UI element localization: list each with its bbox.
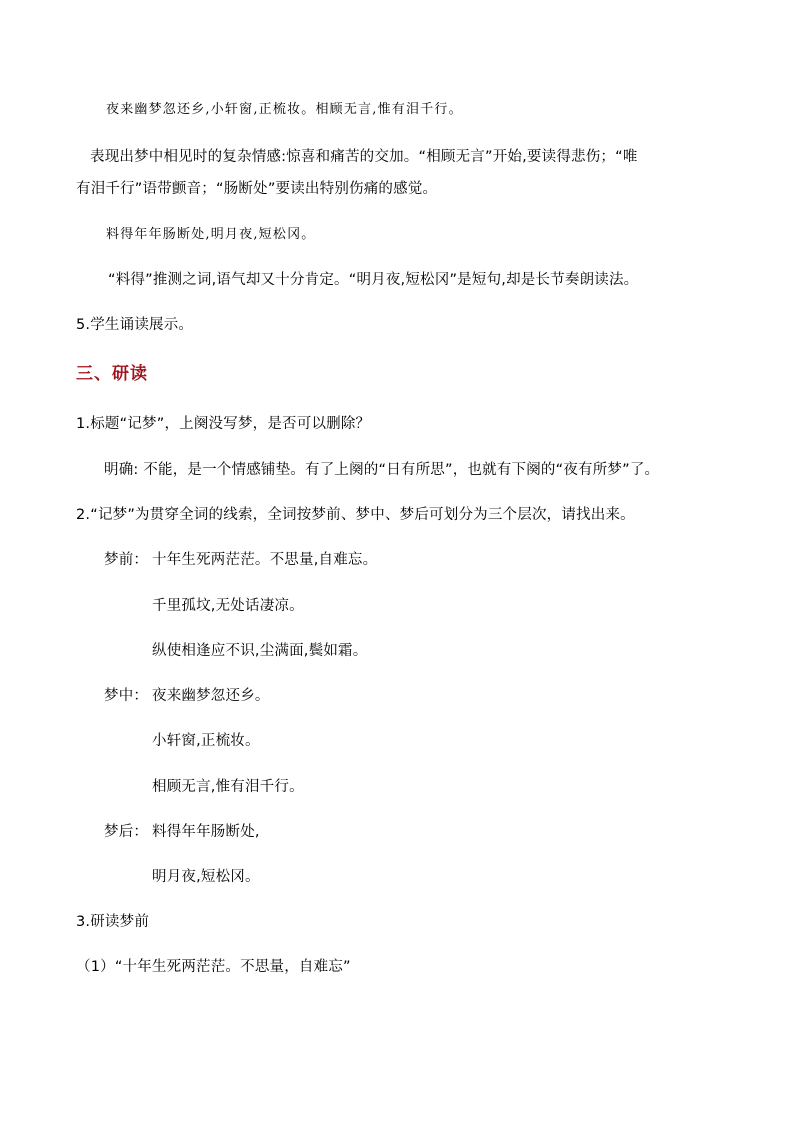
during-line-3: 相顾无言,惟有泪千行。 [152,779,304,795]
poem-line-dream: 夜来幽梦忽还乡,小轩窗,正梳妆。相顾无言,惟有泪千行。 [106,102,463,117]
item-5: 5.学生诵读展示。 [76,317,194,333]
answer-1: 明确: 不能，是一个情感铺垫。有了上阕的“日有所思”，也就有下阕的“夜有所梦”了。 [104,462,660,478]
during-line-1: 夜来幽梦忽还乡。 [152,688,270,704]
paragraph-analysis-1a: 表现出梦中相见时的复杂情感:惊喜和痛苦的交加。“相顾无言”开始,要读得悲伤；“唯 [90,149,638,165]
question-1: 1.标题“记梦”，上阕没写梦，是否可以删除？ [76,416,371,432]
label-before-dream: 梦前： [104,552,149,568]
during-line-2: 小轩窗,正梳妆。 [152,733,260,749]
before-line-1: 十年生死两茫茫。不思量,自难忘。 [152,552,378,568]
item-3-1: （1）“十年生死两茫茫。不思量，自难忘” [76,959,351,975]
before-line-2: 千里孤坟,无处话凄凉。 [152,598,304,614]
after-line-2: 明月夜,短松冈。 [152,869,260,885]
section-heading: 三、研读 [76,364,148,384]
paragraph-analysis-2: “料得”推测之词,语气却又十分肯定。“明月夜,短松冈”是短句,却是长节奏朗读法。 [108,272,639,288]
after-line-1: 料得年年肠断处, [152,824,260,840]
poem-line-after: 料得年年肠断处,明月夜,短松冈。 [106,227,316,242]
item-3: 3.研读梦前 [76,914,150,930]
label-during-dream: 梦中： [104,688,149,704]
question-2: 2.“记梦”为贯穿全词的线索，全词按梦前、梦中、梦后可划分为三个层次，请找出来。 [76,507,635,523]
before-line-3: 纵使相逢应不识,尘满面,鬓如霜。 [152,643,368,659]
paragraph-analysis-1b: 有泪千行”语带颤音；“肠断处”要读出特别伤痛的感觉。 [76,181,438,197]
label-after-dream: 梦后： [104,824,149,840]
